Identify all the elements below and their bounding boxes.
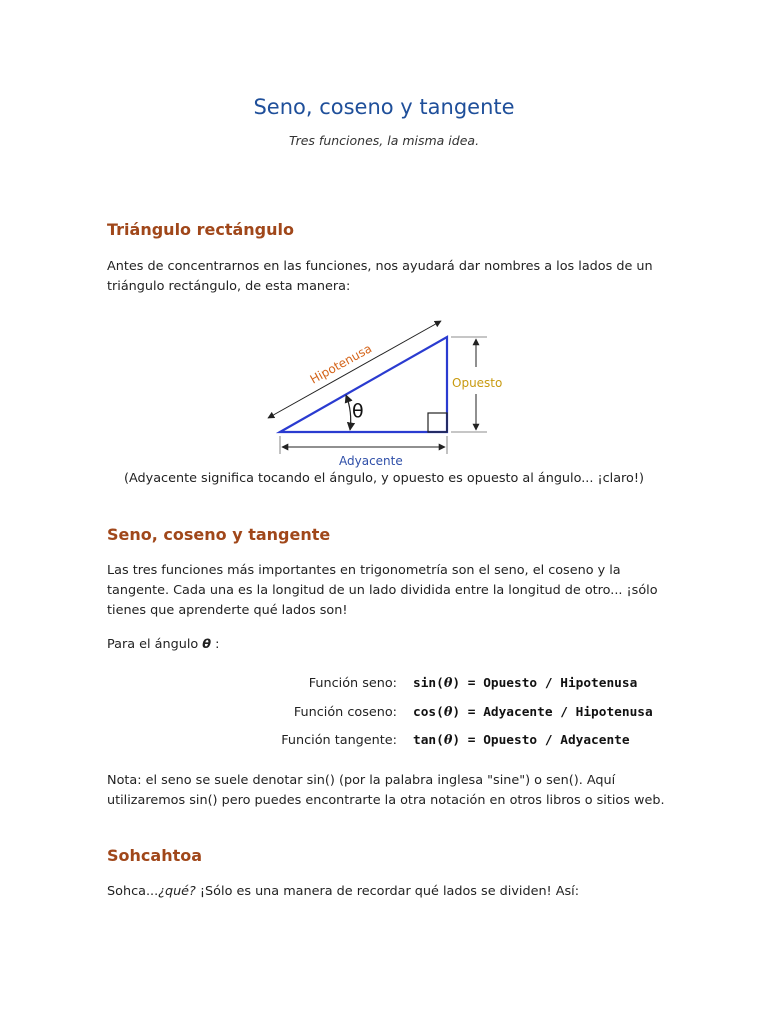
intro-paragraph bbox=[107, 257, 667, 297]
angle-label: θ bbox=[352, 400, 364, 422]
angle-intro-suffix: : bbox=[211, 637, 220, 652]
hypotenuse-label: Hipotenusa bbox=[307, 341, 375, 387]
sine-function-row bbox=[107, 676, 667, 696]
angle-intro-symbol: θ bbox=[202, 637, 212, 652]
page-subtitle: Tres funciones, la misma idea. bbox=[288, 133, 480, 148]
cosine-formula: cos(θ) = Adyacente / Hipotenusa bbox=[413, 705, 653, 720]
tangent-formula: tan(θ) = Opuesto / Adyacente bbox=[413, 733, 630, 748]
tangent-function-row bbox=[107, 733, 667, 753]
sohcahtoa-text-italic: ¿qué? bbox=[158, 884, 196, 899]
angle-intro-text: Para el ángulo bbox=[107, 637, 203, 652]
adjacent-label: Adyacente bbox=[339, 454, 403, 468]
cosine-function-row bbox=[107, 705, 667, 725]
diagram-caption: (Adyacente significa tocando el ángulo, y opuesto es opuesto al ángulo... ¡claro!) bbox=[124, 471, 644, 486]
sohcahtoa-text-start: Sohca... bbox=[107, 884, 159, 899]
angle-arc bbox=[346, 395, 351, 430]
functions-line-2: tangente. Cada una es la longitud de un lado dividida entre la longitud de otro... ¡sólo bbox=[107, 583, 658, 598]
section-heading-funciones: Seno, coseno y tangente bbox=[107, 525, 331, 544]
note-line-2: utilizaremos sin() pero puedes encontrarte la otra notación en otros libros o sitios web. bbox=[107, 793, 665, 808]
functions-line-3: tienes que aprenderte qué lados son! bbox=[107, 603, 348, 618]
notation-note bbox=[107, 771, 667, 811]
sohcahtoa-intro bbox=[107, 882, 667, 902]
note-line-1: Nota: el seno se suele denotar sin() (por la palabra inglesa "sine") o sen(). Aquí bbox=[107, 773, 616, 788]
intro-line-2: triángulo rectángulo, de esta manera: bbox=[107, 279, 351, 294]
sine-function-label: Función seno: bbox=[308, 676, 397, 691]
sohcahtoa-text-end: ¡Sólo es una manera de recordar qué lados se dividen! Así: bbox=[195, 884, 580, 899]
section-heading-triangulo: Triángulo rectángulo bbox=[107, 220, 294, 239]
right-angle-marker bbox=[428, 413, 447, 432]
functions-line-1: Las tres funciones más importantes en trigonometría son el seno, el coseno y la bbox=[107, 563, 621, 578]
sine-formula: sin(θ) = Opuesto / Hipotenusa bbox=[413, 676, 638, 691]
tangent-function-label: Función tangente: bbox=[281, 733, 397, 748]
opposite-label: Opuesto bbox=[452, 376, 503, 390]
section-heading-sohcahtoa: Sohcahtoa bbox=[107, 846, 203, 865]
cosine-function-label: Función coseno: bbox=[293, 705, 397, 720]
page-title: Seno, coseno y tangente bbox=[253, 95, 515, 119]
functions-paragraph bbox=[107, 561, 667, 621]
right-triangle-diagram bbox=[255, 312, 515, 472]
angle-intro bbox=[107, 635, 667, 655]
intro-line-1: Antes de concentrarnos en las funciones, nos ayudará dar nombres a los lados de un bbox=[107, 259, 653, 274]
